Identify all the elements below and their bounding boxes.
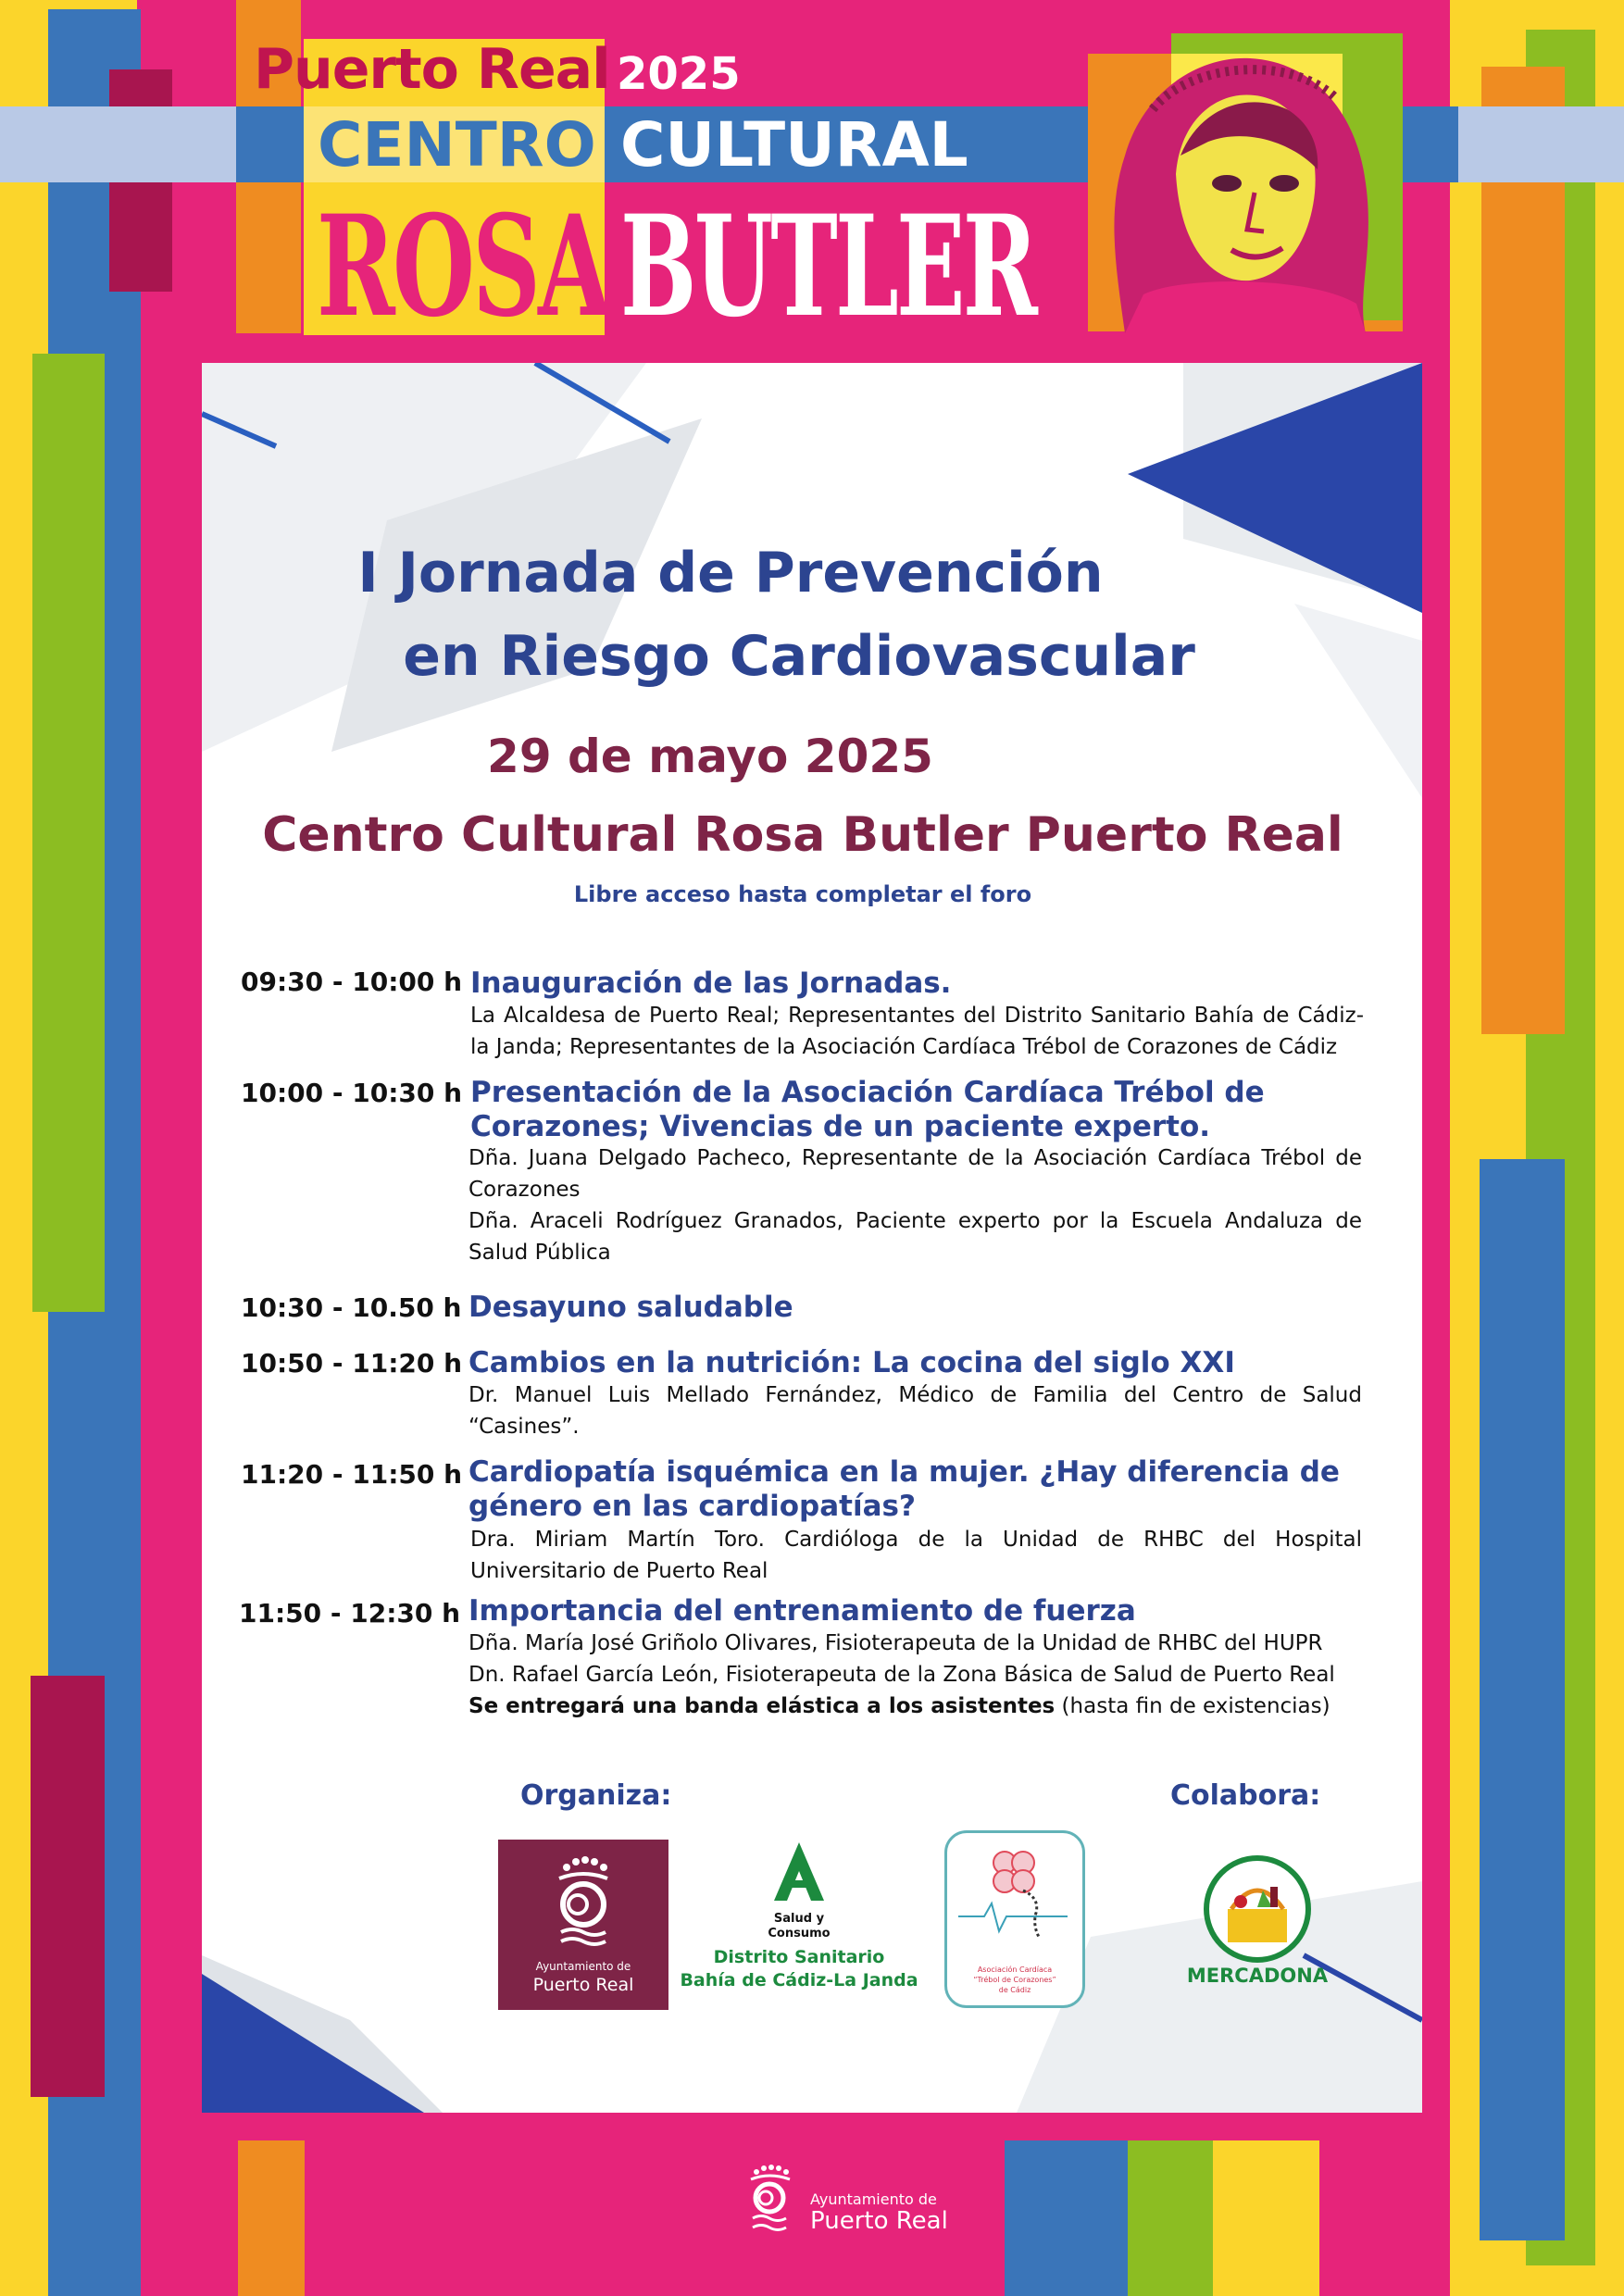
colabora-label: Colabora: <box>1170 1779 1321 1812</box>
session-title: Importancia del entrenamiento de fuerza <box>468 1594 1136 1628</box>
speaker-line: Dra. Miriam Martín Toro. Cardióloga de la Unidad de RHBC del Hospital Universitario de Puerto Real <box>470 1528 1362 1583</box>
event-title-line1: I Jornada de Prevención <box>357 541 1104 605</box>
distrito-sanitario-logo <box>680 1840 918 2010</box>
distrito-line1: Distrito Sanitario <box>713 1947 885 1967</box>
session-title: Inauguración de las Jornadas. <box>470 967 952 1000</box>
session-title: Presentación de la Asociación Cardíaca Trébol de Corazones; Vivencias de un paciente experto. <box>470 1076 1265 1143</box>
footer-ayuntamiento-line1: Ayuntamiento de <box>810 2190 937 2208</box>
session-time: 10:30 - 10.50 h <box>241 1292 462 1323</box>
session-time: 11:50 - 12:30 h <box>239 1598 461 1628</box>
trebol-corazones-logo <box>944 1830 1085 2008</box>
speaker-line: Dña. María José Griñolo Olivares, Fisioterapeuta de la Unidad de RHBC del HUPR <box>468 1631 1323 1655</box>
junta-andalucia-icon <box>683 1840 915 1904</box>
event-venue: Centro Cultural Rosa Butler Puerto Real <box>262 807 1343 863</box>
header-centro: CENTRO <box>318 109 596 181</box>
session-time: 10:00 - 10:30 h <box>241 1078 463 1108</box>
footer-ayuntamiento-logo <box>736 2163 968 2237</box>
session-time: 10:50 - 11:20 h <box>241 1348 463 1379</box>
mercadona-text: MERCADONA <box>1186 1965 1329 1987</box>
gift-note <box>468 1691 1394 1722</box>
rosa-butler-portrait-icon <box>1088 54 1384 333</box>
header-rosa: ROSA <box>317 185 609 348</box>
bottom-green-stripe <box>1128 2140 1213 2296</box>
speaker-line: Dn. Rafael García León, Fisioterapeuta de la Zona Básica de Salud de Puerto Real <box>468 1663 1335 1687</box>
session-time: 09:30 - 10:00 h <box>241 967 463 997</box>
session-description <box>470 1524 1362 1587</box>
session-title: Cambios en la nutrición: La cocina del siglo XXI <box>468 1346 1235 1379</box>
access-note: Libre acceso hasta completar el foro <box>573 881 1032 907</box>
content-panel <box>202 363 1422 2113</box>
speaker-line: Dña. Juana Delgado Pacheco, Representante de la Asociación Cardíaca Trébol de Corazones <box>468 1146 1362 1202</box>
ayuntamiento-logo-line2: Puerto Real <box>532 1975 634 1995</box>
bottom-blue-stripe <box>1005 2140 1130 2296</box>
event-date: 29 de mayo 2025 <box>487 730 933 783</box>
trebol-line2: “Trébol de Corazones” <box>973 1976 1056 1984</box>
event-title-line2: en Riesgo Cardiovascular <box>403 624 1195 689</box>
junta-line1: Salud y <box>773 1912 825 1926</box>
gift-note-bold: Se entregará una banda elástica a los asistentes <box>468 1694 1056 1718</box>
footer-ayuntamiento-emblem-icon <box>736 2163 803 2237</box>
session-description <box>468 1379 1362 1442</box>
mercadona-logo <box>1165 1853 1350 1992</box>
session-description <box>468 1142 1362 1268</box>
junta-line2: Consumo <box>768 1927 831 1940</box>
ayuntamiento-emblem-icon <box>498 1847 668 1958</box>
session-description <box>470 1000 1364 1063</box>
header-year: 2025 <box>617 48 741 100</box>
footer-ayuntamiento-line2: Puerto Real <box>810 2207 948 2235</box>
session-time: 11:20 - 11:50 h <box>241 1459 463 1490</box>
gift-note-rest: (hasta fin de existencias) <box>1055 1694 1330 1718</box>
header-butler: BUTLER <box>620 185 1036 348</box>
trebol-line1: Asociación Cardíaca <box>977 1965 1053 1974</box>
organiza-label: Organiza: <box>520 1779 672 1812</box>
speaker-line: La Alcaldesa de Puerto Real; Representantes del Distrito Sanitario Bahía de Cádiz-la Janda; Representantes de la Asociación Cardíaca Trébol de Corazones de Cádiz <box>470 1004 1364 1059</box>
left-maroon-stripe <box>31 1676 105 2097</box>
bottom-orange-stripe <box>238 2140 305 2296</box>
bottom-yellow-stripe <box>1213 2140 1319 2296</box>
ayuntamiento-logo-line1: Ayuntamiento de <box>535 1960 631 1973</box>
session-description <box>468 1628 1394 1722</box>
ayuntamiento-logo <box>498 1840 668 2010</box>
speaker-line: Dña. Araceli Rodríguez Granados, Paciente experto por la Escuela Andaluza de Salud Pública <box>468 1209 1362 1265</box>
session-title: Cardiopatía isquémica en la mujer. ¿Hay diferencia de género en las cardiopatías? <box>468 1455 1340 1523</box>
clover-heart-icon <box>947 1842 1082 1953</box>
speaker-line: Dr. Manuel Luis Mellado Fernández, Médico de Familia del Centro de Salud “Casines”. <box>468 1383 1362 1439</box>
right-blue-stripe <box>1480 1159 1565 2240</box>
distrito-line2: Bahía de Cádiz-La Janda <box>680 1970 918 1990</box>
session-title: Desayuno saludable <box>468 1291 793 1324</box>
header-city: Puerto Real <box>254 37 610 102</box>
trebol-line3: de Cádiz <box>998 1986 1031 1994</box>
left-green-stripe <box>32 354 105 1312</box>
header-cultural: CULTURAL <box>620 109 968 181</box>
right-orange-stripe <box>1481 67 1565 1034</box>
shopping-basket-icon <box>1165 1853 1350 1963</box>
